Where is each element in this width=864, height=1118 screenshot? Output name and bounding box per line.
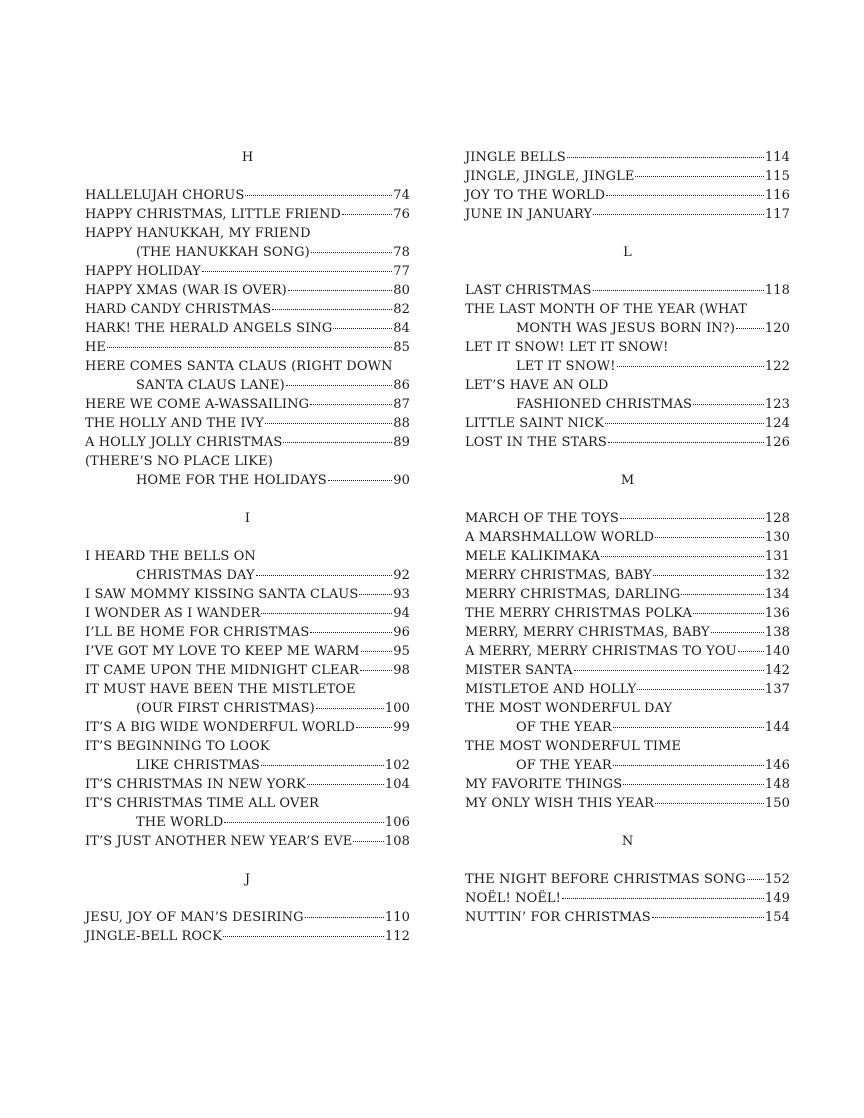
section-letter-heading: N bbox=[621, 834, 634, 849]
song-title: THE HOLLY AND THE IVY bbox=[85, 416, 264, 431]
index-entry bbox=[85, 395, 410, 414]
dot-leader bbox=[635, 176, 763, 177]
song-title: LITTLE SAINT NICK bbox=[465, 416, 605, 431]
page-number: 85 bbox=[393, 340, 410, 355]
dot-leader bbox=[738, 651, 764, 652]
song-title: IT’S CHRISTMAS IN NEW YORK bbox=[85, 777, 306, 792]
index-entry-continued-title bbox=[465, 376, 790, 395]
index-entry bbox=[85, 205, 410, 224]
dot-leader bbox=[747, 879, 764, 880]
song-title: JINGLE BELLS bbox=[465, 150, 566, 165]
index-entry bbox=[465, 775, 790, 794]
song-title: HAPPY CHRISTMAS, LITTLE FRIEND bbox=[85, 207, 341, 222]
dot-leader bbox=[605, 423, 764, 424]
index-entry bbox=[465, 870, 790, 889]
song-title: CHRISTMAS DAY bbox=[136, 568, 255, 583]
song-title: I HEARD THE BELLS ON bbox=[85, 549, 256, 564]
dot-leader bbox=[562, 898, 764, 899]
page-number: 116 bbox=[764, 188, 790, 203]
dot-leader bbox=[574, 670, 764, 671]
song-title: IT MUST HAVE BEEN THE MISTLETOE bbox=[85, 682, 356, 697]
page-number: 93 bbox=[393, 587, 410, 602]
index-entry bbox=[85, 908, 410, 927]
index-entry bbox=[465, 414, 790, 433]
song-title: MY ONLY WISH THIS YEAR bbox=[465, 796, 655, 811]
section-spacer bbox=[465, 262, 790, 281]
page-number: 82 bbox=[393, 302, 410, 317]
page-number: 86 bbox=[393, 378, 410, 393]
index-entry bbox=[85, 927, 410, 946]
page-number: 132 bbox=[764, 568, 790, 583]
index-entry bbox=[465, 642, 790, 661]
index-entry bbox=[465, 319, 790, 338]
index-column-right bbox=[465, 148, 790, 927]
page-number: 117 bbox=[764, 207, 790, 222]
song-title: NUTTIN’ FOR CHRISTMAS bbox=[465, 910, 651, 925]
section-spacer bbox=[85, 528, 410, 547]
index-entry-continued-title bbox=[85, 452, 410, 471]
song-title: HARK! THE HERALD ANGELS SING bbox=[85, 321, 333, 336]
song-title: MERRY, MERRY CHRISTMAS, BABY bbox=[465, 625, 710, 640]
index-entry bbox=[85, 566, 410, 585]
page-number: 144 bbox=[764, 720, 790, 735]
song-title: A HOLLY JOLLY CHRISTMAS bbox=[85, 435, 283, 450]
dot-leader bbox=[342, 214, 392, 215]
index-entry bbox=[85, 832, 410, 851]
index-entry bbox=[85, 300, 410, 319]
index-entry bbox=[85, 281, 410, 300]
page-number: 77 bbox=[393, 264, 410, 279]
index-entry bbox=[465, 718, 790, 737]
index-entry-continued-title bbox=[85, 224, 410, 243]
page-number: 146 bbox=[764, 758, 790, 773]
dot-leader bbox=[333, 328, 392, 329]
page-number: 148 bbox=[764, 777, 790, 792]
dot-leader bbox=[693, 613, 764, 614]
page-number: 88 bbox=[393, 416, 410, 431]
song-title: I’VE GOT MY LOVE TO KEEP ME WARM bbox=[85, 644, 360, 659]
song-title: MERRY CHRISTMAS, BABY bbox=[465, 568, 652, 583]
page-number: 106 bbox=[384, 815, 410, 830]
dot-leader bbox=[265, 423, 392, 424]
page-number: 104 bbox=[384, 777, 410, 792]
index-entry bbox=[465, 281, 790, 300]
index-entry bbox=[85, 319, 410, 338]
index-entry bbox=[85, 813, 410, 832]
index-entry bbox=[465, 148, 790, 167]
page-number: 84 bbox=[393, 321, 410, 336]
song-title: MELE KALIKIMAKA bbox=[465, 549, 601, 564]
index-entry bbox=[465, 167, 790, 186]
song-title: THE NIGHT BEFORE CHRISTMAS SONG bbox=[465, 872, 746, 887]
index-entry bbox=[465, 661, 790, 680]
section-spacer bbox=[465, 452, 790, 471]
index-entry bbox=[465, 623, 790, 642]
song-title: THE MOST WONDERFUL TIME bbox=[465, 739, 682, 754]
song-title: JINGLE-BELL ROCK bbox=[85, 929, 223, 944]
dot-leader bbox=[305, 917, 384, 918]
song-title: IT CAME UPON THE MIDNIGHT CLEAR bbox=[85, 663, 359, 678]
page-number: 92 bbox=[393, 568, 410, 583]
dot-leader bbox=[601, 556, 764, 557]
song-title: (OUR FIRST CHRISTMAS) bbox=[136, 701, 315, 716]
song-title: A MARSHMALLOW WORLD bbox=[465, 530, 655, 545]
section-letter-heading: J bbox=[244, 872, 251, 887]
song-title: MERRY CHRISTMAS, DARLING bbox=[465, 587, 681, 602]
section-letter-heading: M bbox=[620, 473, 635, 488]
song-title: HERE WE COME A-WASSAILING bbox=[85, 397, 310, 412]
index-entry bbox=[465, 908, 790, 927]
page-number: 110 bbox=[384, 910, 410, 925]
dot-leader bbox=[328, 480, 392, 481]
dot-leader bbox=[316, 708, 384, 709]
page-number: 152 bbox=[764, 872, 790, 887]
index-entry bbox=[85, 756, 410, 775]
dot-leader bbox=[606, 195, 764, 196]
page-number: 142 bbox=[764, 663, 790, 678]
dot-leader bbox=[310, 404, 392, 405]
page-number: 114 bbox=[764, 150, 790, 165]
section-spacer bbox=[85, 167, 410, 186]
page-number: 136 bbox=[764, 606, 790, 621]
dot-leader bbox=[617, 366, 764, 367]
song-title: IT’S CHRISTMAS TIME ALL OVER bbox=[85, 796, 319, 811]
song-title: NOËL! NOËL! bbox=[465, 891, 561, 906]
page-number: 149 bbox=[764, 891, 790, 906]
song-title: I WONDER AS I WANDER bbox=[85, 606, 261, 621]
page-number: 89 bbox=[393, 435, 410, 450]
index-entry bbox=[85, 471, 410, 490]
page-number: 102 bbox=[384, 758, 410, 773]
section-letter-heading: H bbox=[241, 150, 254, 165]
page-number: 115 bbox=[764, 169, 790, 184]
page-number: 154 bbox=[764, 910, 790, 925]
index-entry bbox=[465, 756, 790, 775]
page-number: 122 bbox=[764, 359, 790, 374]
index-entry-continued-title bbox=[85, 737, 410, 756]
page-number: 78 bbox=[393, 245, 410, 260]
index-entry bbox=[85, 338, 410, 357]
dot-leader bbox=[652, 917, 764, 918]
index-entry bbox=[85, 604, 410, 623]
dot-leader bbox=[608, 442, 764, 443]
page-number: 74 bbox=[393, 188, 410, 203]
index-entry bbox=[465, 585, 790, 604]
dot-leader bbox=[613, 727, 764, 728]
song-title: I SAW MOMMY KISSING SANTA CLAUS bbox=[85, 587, 359, 602]
song-title: MISTLETOE AND HOLLY bbox=[465, 682, 637, 697]
index-entry bbox=[465, 186, 790, 205]
dot-leader bbox=[361, 651, 393, 652]
index-entry-continued-title bbox=[465, 737, 790, 756]
dot-leader bbox=[245, 195, 392, 196]
song-title: HARD CANDY CHRISTMAS bbox=[85, 302, 272, 317]
dot-leader bbox=[223, 936, 384, 937]
index-entry-continued-title bbox=[85, 680, 410, 699]
dot-leader bbox=[288, 290, 392, 291]
song-title: HAPPY XMAS (WAR IS OVER) bbox=[85, 283, 287, 298]
index-entry-continued-title bbox=[465, 699, 790, 718]
song-title: SANTA CLAUS LANE) bbox=[136, 378, 285, 393]
section-letter-heading: I bbox=[244, 511, 251, 526]
section-spacer bbox=[465, 813, 790, 832]
song-title: IT’S BEGINNING TO LOOK bbox=[85, 739, 270, 754]
index-entry bbox=[465, 528, 790, 547]
song-title: HOME FOR THE HOLIDAYS bbox=[136, 473, 327, 488]
page-number: 120 bbox=[764, 321, 790, 336]
page-number: 131 bbox=[764, 549, 790, 564]
song-title: FASHIONED CHRISTMAS bbox=[516, 397, 693, 412]
dot-leader bbox=[107, 347, 392, 348]
dot-leader bbox=[261, 765, 384, 766]
dot-leader bbox=[261, 613, 392, 614]
index-entry bbox=[85, 186, 410, 205]
index-entry bbox=[85, 642, 410, 661]
index-entry bbox=[465, 680, 790, 699]
page-number: 99 bbox=[393, 720, 410, 735]
section-spacer bbox=[85, 851, 410, 870]
song-title: MARCH OF THE TOYS bbox=[465, 511, 619, 526]
index-entry bbox=[85, 585, 410, 604]
dot-leader bbox=[224, 822, 383, 823]
song-title: HAPPY HANUKKAH, MY FRIEND bbox=[85, 226, 311, 241]
page-number: 123 bbox=[764, 397, 790, 412]
index-entry bbox=[85, 623, 410, 642]
dot-leader bbox=[637, 689, 764, 690]
dot-leader bbox=[681, 594, 763, 595]
dot-leader bbox=[623, 784, 764, 785]
dot-leader bbox=[307, 784, 384, 785]
song-title: HALLELUJAH CHORUS bbox=[85, 188, 245, 203]
song-title: MONTH WAS JESUS BORN IN?) bbox=[516, 321, 736, 336]
index-entry bbox=[85, 262, 410, 281]
page-number: 118 bbox=[764, 283, 790, 298]
dot-leader bbox=[359, 594, 392, 595]
page-number: 95 bbox=[393, 644, 410, 659]
song-title: OF THE YEAR bbox=[516, 720, 612, 735]
dot-leader bbox=[736, 328, 764, 329]
index-entry bbox=[465, 566, 790, 585]
page-number: 94 bbox=[393, 606, 410, 621]
index-entry-continued-title bbox=[465, 338, 790, 357]
song-title: A MERRY, MERRY CHRISTMAS TO YOU bbox=[465, 644, 737, 659]
index-entry bbox=[465, 357, 790, 376]
song-title: LET’S HAVE AN OLD bbox=[465, 378, 609, 393]
song-title: I’LL BE HOME FOR CHRISTMAS bbox=[85, 625, 310, 640]
song-title: HE bbox=[85, 340, 107, 355]
section-letter-heading: L bbox=[623, 245, 632, 260]
dot-leader bbox=[256, 575, 393, 576]
section-spacer bbox=[465, 224, 790, 243]
dot-leader bbox=[353, 841, 384, 842]
index-entry bbox=[465, 205, 790, 224]
page-number: 87 bbox=[393, 397, 410, 412]
dot-leader bbox=[310, 632, 392, 633]
dot-leader bbox=[356, 727, 392, 728]
index-entry bbox=[85, 661, 410, 680]
page-number: 134 bbox=[764, 587, 790, 602]
index-entry bbox=[85, 718, 410, 737]
page-number: 130 bbox=[764, 530, 790, 545]
index-entry bbox=[465, 395, 790, 414]
page-number: 96 bbox=[393, 625, 410, 640]
song-title: JINGLE, JINGLE, JINGLE bbox=[465, 169, 635, 184]
song-title: JOY TO THE WORLD bbox=[465, 188, 606, 203]
song-title: OF THE YEAR bbox=[516, 758, 612, 773]
index-entry-continued-title bbox=[465, 300, 790, 319]
dot-leader bbox=[655, 803, 764, 804]
dot-leader bbox=[711, 632, 764, 633]
index-entry bbox=[465, 889, 790, 908]
song-title: JESU, JOY OF MAN’S DESIRING bbox=[85, 910, 304, 925]
page-number: 98 bbox=[393, 663, 410, 678]
song-title: HERE COMES SANTA CLAUS (RIGHT DOWN bbox=[85, 359, 393, 374]
section-spacer bbox=[465, 490, 790, 509]
song-title: MISTER SANTA bbox=[465, 663, 573, 678]
dot-leader bbox=[202, 271, 392, 272]
index-entry bbox=[85, 243, 410, 262]
section-spacer bbox=[85, 889, 410, 908]
song-title: MY FAVORITE THINGS bbox=[465, 777, 623, 792]
page-number: 128 bbox=[764, 511, 790, 526]
song-title: LOST IN THE STARS bbox=[465, 435, 607, 450]
song-title: (THE HANUKKAH SONG) bbox=[136, 245, 310, 260]
dot-leader bbox=[593, 290, 764, 291]
dot-leader bbox=[693, 404, 764, 405]
index-entry bbox=[85, 414, 410, 433]
dot-leader bbox=[311, 252, 392, 253]
dot-leader bbox=[286, 385, 392, 386]
section-spacer bbox=[465, 851, 790, 870]
page-number: 137 bbox=[764, 682, 790, 697]
dot-leader bbox=[653, 575, 764, 576]
song-title: LIKE CHRISTMAS bbox=[136, 758, 260, 773]
song-title: IT’S JUST ANOTHER NEW YEAR’S EVE bbox=[85, 834, 353, 849]
dot-leader bbox=[272, 309, 392, 310]
song-title: THE MERRY CHRISTMAS POLKA bbox=[465, 606, 692, 621]
index-entry bbox=[465, 604, 790, 623]
page-number: 76 bbox=[393, 207, 410, 222]
song-title: LAST CHRISTMAS bbox=[465, 283, 592, 298]
index-entry bbox=[85, 376, 410, 395]
dot-leader bbox=[620, 518, 764, 519]
index-entry bbox=[85, 699, 410, 718]
dot-leader bbox=[360, 670, 392, 671]
song-title: JUNE IN JANUARY bbox=[465, 207, 593, 222]
page-number: 90 bbox=[393, 473, 410, 488]
dot-leader bbox=[655, 537, 764, 538]
page-number: 108 bbox=[384, 834, 410, 849]
section-spacer bbox=[85, 490, 410, 509]
index-entry bbox=[465, 794, 790, 813]
page-number: 126 bbox=[764, 435, 790, 450]
index-entry-continued-title bbox=[85, 794, 410, 813]
index-entry bbox=[465, 509, 790, 528]
index-entry bbox=[465, 547, 790, 566]
song-title: LET IT SNOW! bbox=[516, 359, 616, 374]
dot-leader bbox=[567, 157, 764, 158]
song-title: THE WORLD bbox=[136, 815, 224, 830]
page-number: 150 bbox=[764, 796, 790, 811]
song-title: IT’S A BIG WIDE WONDERFUL WORLD bbox=[85, 720, 356, 735]
page-number: 100 bbox=[384, 701, 410, 716]
page-number: 112 bbox=[384, 929, 410, 944]
song-title: THE MOST WONDERFUL DAY bbox=[465, 701, 673, 716]
index-entry-continued-title bbox=[85, 357, 410, 376]
page-number: 80 bbox=[393, 283, 410, 298]
index-column-left bbox=[85, 148, 410, 946]
index-entry bbox=[85, 433, 410, 452]
song-title: LET IT SNOW! LET IT SNOW! bbox=[465, 340, 669, 355]
page-number: 140 bbox=[764, 644, 790, 659]
song-title: THE LAST MONTH OF THE YEAR (WHAT bbox=[465, 302, 747, 317]
song-title: (THERE’S NO PLACE LIKE) bbox=[85, 454, 273, 469]
index-entry-continued-title bbox=[85, 547, 410, 566]
dot-leader bbox=[613, 765, 764, 766]
page-number: 138 bbox=[764, 625, 790, 640]
index-entry bbox=[85, 775, 410, 794]
index-entry bbox=[465, 433, 790, 452]
page-number: 124 bbox=[764, 416, 790, 431]
dot-leader bbox=[283, 442, 392, 443]
dot-leader bbox=[593, 214, 764, 215]
song-title: HAPPY HOLIDAY bbox=[85, 264, 201, 279]
